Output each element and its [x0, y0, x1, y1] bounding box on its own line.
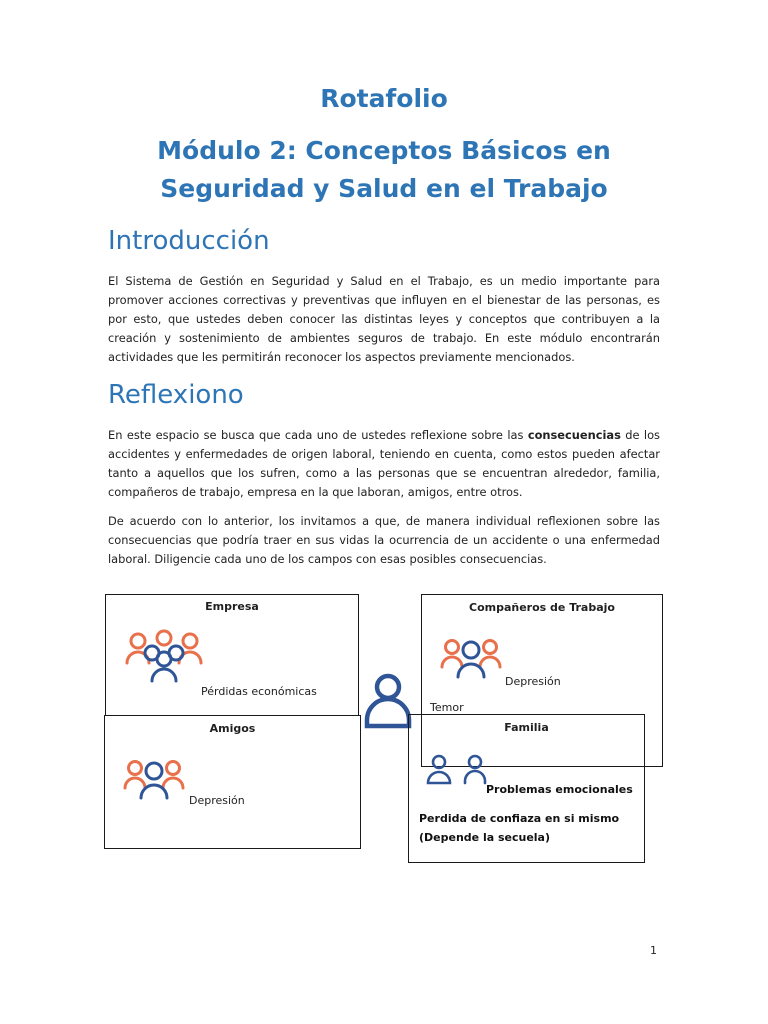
intro-paragraph: El Sistema de Gestión en Seguridad y Salud en el Trabajo, es un medio importante para promover acciones correctivas y preventivas que influyen en el bienestar de las personas, es por esto, que ustedes deben conocer las distintas leyes y conceptos que contribuyen a la creación y sostenimiento de ambientes seguros de trabajo. En este módulo encontrarán actividades que les permitirán reconocer los aspectos previamente mencionados.: [108, 274, 660, 364]
person-icon: [364, 672, 412, 730]
p1-keyword: consecuencias: [527, 428, 621, 442]
amigos-box[interactable]: [104, 715, 361, 849]
companeros-title: Compañeros de Trabajo: [469, 601, 615, 614]
empresa-answer: Pérdidas económicas: [201, 685, 317, 698]
friends-icon: [123, 756, 185, 802]
empresa-box[interactable]: [105, 594, 359, 718]
empresa-title: Empresa: [205, 600, 259, 613]
page-number: 1: [650, 944, 657, 957]
p1-text-before: En este espacio se busca que cada uno de ustedes reflexione sobre las: [108, 428, 528, 442]
family-icon: [425, 753, 491, 787]
companeros-answer-2: Temor: [430, 701, 464, 714]
companeros-answer-1: Depresión: [505, 675, 561, 688]
amigos-answer: Depresión: [189, 794, 245, 807]
reflexiono-paragraph-2: De acuerdo con lo anterior, los invitamos a que, de manera individual reflexionen sobre las consecuencias que podría traer en sus vidas la ocurrencia de un accidente o una enfermedad laboral. Diligencie cada uno de los campos con esas posibles consecuencias.: [108, 514, 660, 566]
module-title-line2: Seguridad y Salud en el Trabajo: [160, 174, 608, 203]
document-title: Rotafolio: [320, 84, 448, 113]
reflexiono-heading: Reflexiono: [108, 380, 244, 410]
reflexiono-paragraph-1: [108, 426, 660, 502]
familia-title: Familia: [504, 721, 549, 734]
familia-answer-3: (Depende la secuela): [419, 831, 551, 844]
familia-answer-2: Perdida de confiaza en si mismo: [419, 812, 620, 825]
p1-text-after: de los accidentes y enfermedades de origen laboral, teniendo en cuenta, como estos pueden afectar tanto a aquellos que los sufren, como a las personas que se encuentran alrededor, familia, compañeros de trabajo, empresa en la que laboran, amigos, entre otros.: [108, 428, 660, 499]
familia-answer-1: Problemas emocionales: [486, 783, 633, 796]
intro-heading: Introducción: [108, 226, 270, 256]
group-people-icon: [124, 629, 204, 685]
amigos-title: Amigos: [209, 722, 256, 735]
coworkers-icon: [440, 635, 502, 681]
familia-box[interactable]: [408, 714, 645, 863]
module-title-line1: Módulo 2: Conceptos Básicos en: [157, 136, 611, 165]
